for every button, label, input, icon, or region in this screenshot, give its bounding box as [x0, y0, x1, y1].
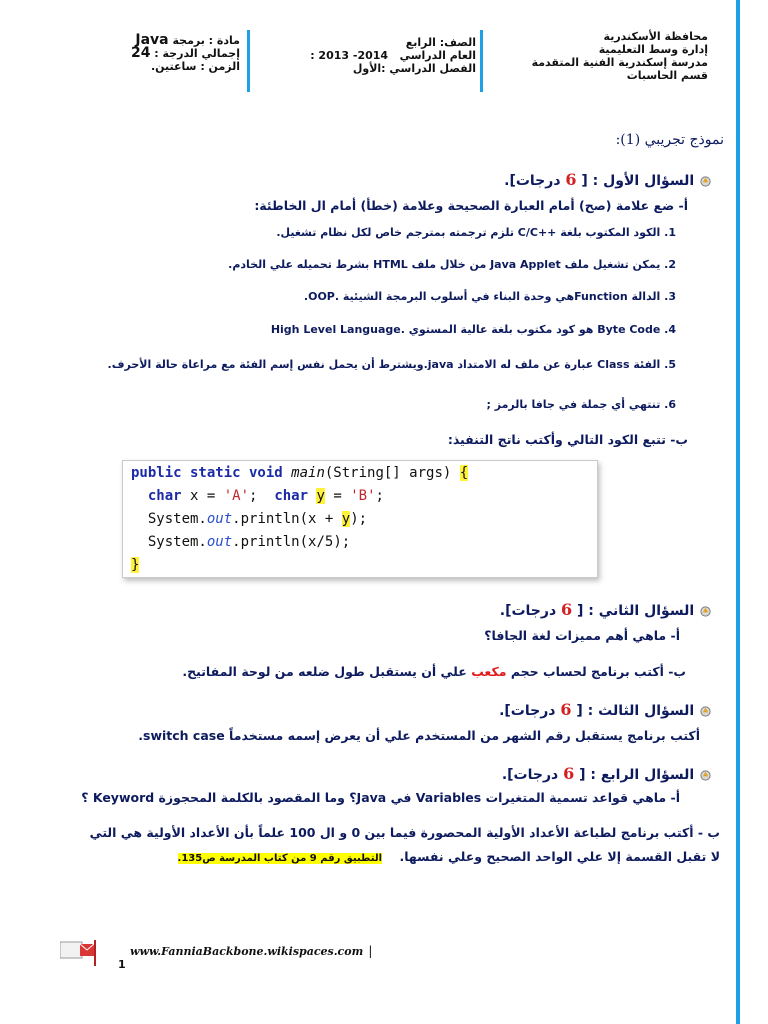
mail-logo-icon [60, 940, 96, 966]
header-total [90, 47, 240, 60]
q2-part-b-post: علي أن يستقبل طول ضلعه من لوحة المفاتيح. [182, 664, 467, 679]
header-year [300, 49, 476, 62]
q4-part-b-line2 [120, 849, 720, 864]
code-text: .println(x + [232, 511, 342, 527]
code-snippet [122, 460, 598, 578]
code-out-field: out [206, 534, 233, 550]
code-text: ; [375, 488, 384, 504]
code-open-brace: { [459, 465, 469, 481]
question-bullet-icon [699, 605, 712, 618]
header-subject-value: Java [135, 32, 169, 48]
code-line-4 [131, 531, 597, 554]
q1-title [300, 170, 712, 189]
q1-item-5: 5. الفئة Class عبارة عن ملف له الامتداد java.ويشترط أن يحمل نفس إسم الفئة مع مراعاة حالة الأحرف. [107, 358, 676, 371]
code-text: ; [249, 488, 275, 504]
question-bullet-icon [699, 769, 712, 782]
header-class-info [300, 36, 476, 75]
page-border-bar [736, 0, 740, 1024]
question-bullet-icon [699, 705, 712, 718]
footer-logo-icon [60, 940, 96, 966]
q3-title [300, 700, 712, 719]
header-grade: الصف: الرابع [405, 36, 476, 49]
q2-part-a: أ- ماهي أهم مميزات لغة الجافا؟ [484, 628, 680, 643]
code-line-2 [131, 485, 597, 508]
code-keywords: public static void [131, 465, 292, 481]
code-string-a: 'A' [223, 488, 250, 504]
code-close-brace: } [131, 557, 140, 573]
q3-title-post: درجات]. [499, 703, 556, 719]
header-exam-info [90, 34, 240, 73]
code-text: ); [350, 511, 368, 527]
code-line-5 [131, 554, 597, 577]
header-time: الزمن : ساعتين. [150, 60, 240, 73]
code-var-y: y [341, 511, 351, 527]
q1-part-b: ب- تتبع الكود التالي وأكتب ناتج التنفيذ: [447, 432, 688, 447]
code-text: System. [147, 511, 207, 527]
q3-score: 6 [560, 700, 572, 719]
code-line-3 [131, 508, 597, 531]
q2-score: 6 [561, 600, 573, 619]
q1-item-1: 1. الكود المكتوب بلغة ++C/C تلزم ترجمته بمترجم خاص لكل نظام تشغيل. [276, 226, 676, 239]
header-subject-label: مادة : برمجة [172, 34, 240, 47]
header-year-label: العام الدراسي [399, 49, 476, 62]
code-text: System. [147, 534, 207, 550]
q1-item-4: 4. Byte Code هو كود مكتوب بلغة عالية المستوي .High Level Language [270, 323, 676, 336]
header-school-info [486, 30, 708, 82]
header-term: الفصل الدراسي :الأول [352, 62, 476, 75]
q4-score: 6 [563, 764, 575, 783]
code-out-field: out [206, 511, 233, 527]
code-text: x = [181, 488, 224, 504]
q1-item-2: 2. يمكن تشغيل ملف Java Applet من خلال ملف HTML بشرط تحميله علي الخادم. [228, 258, 676, 271]
header-divider-right [480, 30, 483, 92]
header-subject [90, 34, 240, 47]
q2-part-b [140, 664, 686, 679]
header-administration: إدارة وسط التعليمية [598, 43, 708, 56]
q4-title-post: درجات]. [501, 767, 559, 783]
q1-part-a: أ- ضع علامة (صح) أمام العبارة الصحيحة وعلامة (خطأ) أمام ال الخاطئة: [254, 198, 688, 213]
code-char-keyword: char [274, 488, 309, 504]
code-var-y: y [316, 488, 325, 504]
code-args: (String[] args) [324, 465, 460, 481]
q1-title-pre: السؤال الأول : [ [581, 173, 695, 189]
q3-text: أكتب برنامج يستقبل رقم الشهر من المستخدم علي أن يعرض إسمه مستخدماً switch case. [138, 728, 700, 743]
q1-title-post: درجات]. [504, 173, 561, 189]
q2-title-post: درجات]. [499, 603, 557, 619]
q2-part-b-pre: ب- أكتب برنامج لحساب حجم [510, 664, 686, 679]
q1-item-6: 6. تنتهي أي جملة في جافا بالرمز ; [486, 398, 676, 411]
q4-part-a: أ- ماهي قواعد تسمية المتغيرات Variables في Java؟ وما المقصود بالكلمة المحجوزة Keyword ؟ [81, 790, 680, 805]
q2-part-b-cube: مكعب [471, 664, 507, 679]
q4-title-pre: السؤال الرابع : [ [579, 767, 695, 783]
header-total-label: إجمالي الدرجة : [154, 47, 240, 60]
footer-link-row [130, 940, 430, 959]
q2-title-pre: السؤال الثاني : [ [577, 603, 695, 619]
code-text: .println(x/5); [232, 534, 351, 550]
question-bullet-icon [699, 175, 712, 188]
model-title: نموذج تجريبي (1): [615, 132, 724, 148]
q3-title-pre: السؤال الثالث : [ [576, 703, 695, 719]
q4-title [300, 764, 712, 783]
code-main-method: main [291, 465, 325, 481]
header-year-value: : 2013 -2014 [310, 49, 389, 62]
footer-separator: | [368, 944, 373, 958]
page-number: 1 [118, 958, 126, 971]
code-string-b: 'B' [350, 488, 376, 504]
q4-textbook-note: التطبيق رقم 9 من كتاب المدرسة ص135. [177, 853, 383, 864]
header-divider-left [247, 30, 250, 92]
footer-website-link[interactable]: www.FanniaBackbone.wikispaces.com [130, 945, 364, 958]
q1-score: 6 [565, 170, 577, 189]
header-school: مدرسة إسكندرية الفنية المتقدمة [531, 56, 708, 69]
q4-part-b-text: لا تقبل القسمة إلا علي الواحد الصحيح وعلي نفسها. [399, 849, 720, 864]
header-total-value: 24 [130, 45, 151, 61]
q4-part-b-line1: ب - أكتب برنامج لطباعة الأعداد الأولية المحصورة فيما بين 0 و ال 100 علماً بأن الأعداد الأولية هي التي [89, 825, 720, 840]
q1-item-3: 3. الدالة Functionهي وحدة البناء في أسلوب البرمجة الشيئية .OOP. [303, 290, 676, 303]
q2-title [300, 600, 712, 619]
code-text: = [324, 488, 351, 504]
code-char-keyword: char [147, 488, 182, 504]
header-governorate: محافظة الأسكندرية [603, 30, 708, 43]
code-line-1 [131, 462, 597, 485]
header-department: قسم الحاسبات [626, 69, 708, 82]
